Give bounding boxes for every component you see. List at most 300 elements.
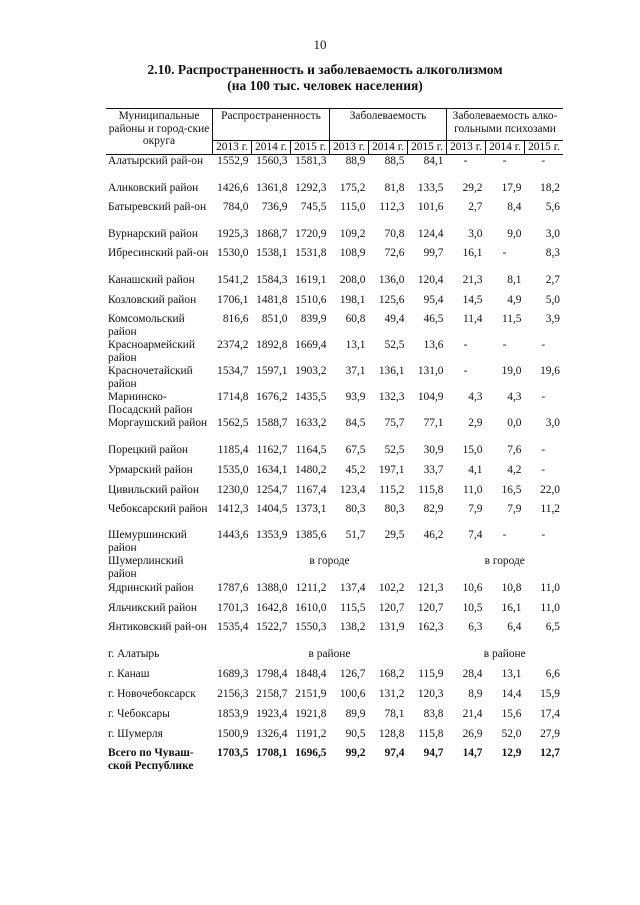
region-name: Красноармейский район — [108, 339, 195, 364]
value-cell: 131,0 — [417, 365, 444, 377]
value-cell: 8,1 — [507, 274, 522, 286]
value-cell: 3,0 — [545, 228, 560, 240]
value-cell: 1923,4 — [256, 708, 288, 720]
value-cell: 137,4 — [339, 582, 366, 594]
value-cell: 2374,2 — [217, 339, 249, 351]
region-name: Вурнарский район — [108, 228, 198, 240]
region-name: Шемуршинский район — [108, 529, 187, 554]
value-cell: 1701,3 — [217, 602, 249, 614]
value-cell: 22,0 — [540, 484, 560, 496]
value-cell: 14,4 — [501, 688, 522, 700]
region-name: г. Новочебоксарск — [108, 688, 196, 700]
value-cell: 1510,6 — [295, 294, 327, 306]
value-cell: 168,2 — [378, 668, 405, 680]
value-cell: 120,3 — [417, 688, 444, 700]
value-cell: 839,9 — [300, 313, 327, 325]
value-cell: 16,5 — [501, 484, 522, 496]
value-cell: 13,6 — [423, 339, 444, 351]
value-cell: 14,5 — [462, 294, 483, 306]
region-name: Всего по Чуваш-ской Республике — [108, 747, 194, 772]
value-cell: 7,9 — [468, 503, 483, 515]
value-cell: 816,6 — [222, 313, 249, 325]
value-cell: 88,5 — [384, 155, 405, 167]
value-cell: 37,1 — [345, 365, 366, 377]
value-cell: 1634,1 — [256, 464, 288, 476]
region-name: г. Канаш — [108, 668, 150, 680]
value-cell: 1535,4 — [217, 621, 249, 633]
value-cell: 851,0 — [261, 313, 288, 325]
value-cell: 46,5 — [423, 313, 444, 325]
region-name: Канашский район — [108, 274, 195, 286]
region-name: Ядринский район — [108, 582, 194, 594]
value-cell: 1552,9 — [217, 155, 249, 167]
header-year: 2014 г. — [369, 141, 408, 155]
value-cell: 83,8 — [423, 708, 444, 720]
value-cell: 82,9 — [423, 503, 444, 515]
value-cell: 77,1 — [423, 417, 444, 429]
value-cell: 1426,6 — [217, 182, 249, 194]
value-cell: 51,7 — [345, 529, 366, 541]
value-cell: 745,5 — [300, 201, 327, 213]
value-cell: - — [502, 529, 507, 541]
table-row — [106, 227, 563, 247]
value-cell: 88,9 — [345, 155, 366, 167]
value-cell: 5,6 — [545, 201, 560, 213]
value-cell: 6,6 — [545, 668, 560, 680]
value-cell: 2,7 — [468, 201, 483, 213]
merged-note: в районе — [483, 648, 526, 660]
table-row — [106, 707, 563, 727]
value-cell: 12,9 — [501, 747, 522, 759]
header-region: Муниципальные районы и город-ские округа — [106, 109, 213, 155]
value-cell: 1211,2 — [295, 582, 327, 594]
value-cell: 125,6 — [378, 294, 405, 306]
table-row — [106, 417, 563, 443]
value-cell: 19,6 — [540, 365, 560, 377]
table-row — [106, 621, 563, 647]
value-cell: 52,0 — [501, 728, 522, 740]
value-cell: 1164,5 — [295, 444, 327, 456]
table-row — [106, 601, 563, 621]
value-cell: 6,4 — [507, 621, 522, 633]
value-cell: 6,3 — [468, 621, 483, 633]
region-name: Урмарский район — [108, 464, 193, 476]
value-cell: 1597,1 — [256, 365, 288, 377]
table-row — [106, 581, 563, 601]
table-row — [106, 273, 563, 293]
value-cell: 1853,9 — [217, 708, 249, 720]
value-cell: 75,7 — [384, 417, 405, 429]
value-cell: 90,5 — [345, 728, 366, 740]
region-name: г. Алатырь — [108, 648, 160, 660]
value-cell: 30,9 — [423, 444, 444, 456]
total-row — [106, 747, 563, 773]
value-cell: 1230,0 — [217, 484, 249, 496]
value-cell: 1642,8 — [256, 602, 288, 614]
region-name: Шумерлинский район — [108, 555, 184, 580]
value-cell: 1848,4 — [295, 668, 327, 680]
page-number: 10 — [313, 37, 327, 52]
value-cell: 1610,0 — [295, 602, 327, 614]
table-row — [106, 503, 563, 529]
value-cell: 1703,5 — [217, 747, 249, 759]
value-cell: 1720,9 — [295, 228, 327, 240]
table-row — [106, 313, 563, 339]
value-cell: 2,9 — [468, 417, 483, 429]
value-cell: 9,0 — [507, 228, 522, 240]
header-incidence: Заболеваемость — [330, 109, 447, 141]
value-cell: 1480,2 — [295, 464, 327, 476]
value-cell: 104,9 — [417, 391, 444, 403]
value-cell: 7,6 — [507, 444, 522, 456]
value-cell: 13,1 — [345, 339, 366, 351]
table-row — [106, 687, 563, 707]
value-cell: 1435,5 — [295, 391, 327, 403]
value-cell: 81,8 — [384, 182, 405, 194]
value-cell: 1633,2 — [295, 417, 327, 429]
table-row — [106, 463, 563, 483]
value-cell: - — [463, 365, 468, 377]
value-cell: 1669,4 — [295, 339, 327, 351]
table-row — [106, 155, 563, 182]
value-cell: 99,2 — [345, 747, 366, 759]
value-cell: 2151,9 — [295, 688, 327, 700]
value-cell: 1534,7 — [217, 365, 249, 377]
value-cell: 1185,4 — [217, 444, 249, 456]
region-name: г. Чебоксары — [108, 708, 170, 720]
value-cell: 1292,3 — [295, 182, 327, 194]
value-cell: 94,7 — [423, 747, 444, 759]
value-cell: 102,2 — [378, 582, 405, 594]
value-cell: 109,2 — [339, 228, 366, 240]
value-cell: 11,5 — [501, 313, 522, 325]
value-cell: 1530,0 — [217, 247, 249, 259]
table-row — [106, 339, 563, 365]
region-name: Красночетайский район — [108, 365, 193, 390]
value-cell: 11,4 — [462, 313, 483, 325]
region-name: Моргаушский район — [108, 417, 208, 429]
value-cell: 1191,2 — [295, 728, 327, 740]
value-cell: 1535,0 — [217, 464, 249, 476]
value-cell: 1481,8 — [256, 294, 288, 306]
region-name: г. Шумерля — [108, 728, 163, 740]
region-name: Ибресинский рай-он — [108, 247, 209, 259]
value-cell: 1868,7 — [256, 228, 288, 240]
value-cell: 1903,2 — [295, 365, 327, 377]
value-cell: 1798,4 — [256, 668, 288, 680]
header-psychoses: Заболеваемость алко-гольными психозами — [447, 109, 564, 141]
value-cell: 1412,3 — [217, 503, 249, 515]
value-cell: 97,4 — [384, 747, 405, 759]
value-cell: 72,6 — [384, 247, 405, 259]
value-cell: 736,9 — [261, 201, 288, 213]
value-cell: - — [502, 339, 507, 351]
table-row — [106, 443, 563, 463]
value-cell: 17,4 — [540, 708, 560, 720]
value-cell: 1714,8 — [217, 391, 249, 403]
value-cell: 115,5 — [340, 602, 366, 614]
value-cell: - — [541, 155, 546, 167]
table-row — [106, 181, 563, 201]
value-cell: - — [541, 391, 546, 403]
value-cell: 3,0 — [468, 228, 483, 240]
region-name: Мариинско-Посадский район — [108, 391, 193, 416]
table-row — [106, 201, 563, 227]
region-name: Яльчикский район — [108, 602, 197, 614]
value-cell: 1538,1 — [256, 247, 288, 259]
value-cell: 124,4 — [417, 228, 444, 240]
table-row — [106, 391, 563, 417]
value-cell: - — [463, 155, 468, 167]
value-cell: 21,3 — [462, 274, 483, 286]
value-cell: 13,1 — [501, 668, 522, 680]
value-cell: 1373,1 — [295, 503, 327, 515]
value-cell: 1787,6 — [217, 582, 249, 594]
value-cell: 131,9 — [378, 621, 405, 633]
value-cell: 120,7 — [378, 602, 405, 614]
value-cell: 112,3 — [379, 201, 405, 213]
value-cell: 4,2 — [507, 464, 522, 476]
value-cell: - — [463, 339, 468, 351]
merged-note: в районе — [308, 648, 351, 660]
value-cell: 1584,3 — [256, 274, 288, 286]
value-cell: 1581,3 — [295, 155, 327, 167]
value-cell: 11,0 — [540, 602, 560, 614]
value-cell: 15,0 — [462, 444, 483, 456]
value-cell: 45,2 — [345, 464, 366, 476]
value-cell: 8,3 — [545, 247, 560, 259]
merged-note: в городе — [309, 555, 350, 567]
value-cell: 1689,3 — [217, 668, 249, 680]
value-cell: 10,8 — [501, 582, 522, 594]
value-cell: 1404,5 — [256, 503, 288, 515]
value-cell: 115,0 — [340, 201, 366, 213]
value-cell: 11,0 — [540, 582, 560, 594]
value-cell: 1550,3 — [295, 621, 327, 633]
value-cell: 131,2 — [378, 688, 405, 700]
value-cell: 10,5 — [462, 602, 483, 614]
region-name: Комсомольский район — [108, 313, 185, 338]
value-cell: 18,2 — [540, 182, 560, 194]
value-cell: 16,1 — [462, 247, 483, 259]
value-cell: - — [541, 339, 546, 351]
value-cell: 52,5 — [384, 339, 405, 351]
value-cell: 128,8 — [378, 728, 405, 740]
value-cell: 60,8 — [345, 313, 366, 325]
title-line-1: 2.10. Распространенность и заболеваемость алкоголизмом — [147, 62, 503, 77]
value-cell: 84,5 — [345, 417, 366, 429]
value-cell: 1619,1 — [295, 274, 327, 286]
value-cell: 132,3 — [378, 391, 405, 403]
value-cell: 1925,3 — [217, 228, 249, 240]
value-cell: 115,2 — [379, 484, 405, 496]
value-cell: 1676,2 — [256, 391, 288, 403]
value-cell: 1254,7 — [256, 484, 288, 496]
value-cell: 28,4 — [462, 668, 483, 680]
value-cell: 95,4 — [423, 294, 444, 306]
value-cell: 1388,0 — [256, 582, 288, 594]
region-name: Батыревский рай-он — [108, 201, 207, 213]
value-cell: 136,0 — [378, 274, 405, 286]
value-cell: 2156,3 — [217, 688, 249, 700]
table-row — [106, 247, 563, 273]
header-year: 2014 г. — [252, 141, 291, 155]
value-cell: 1588,7 — [256, 417, 288, 429]
header-year: 2015 г. — [291, 141, 330, 155]
header-year: 2015 г. — [525, 141, 564, 155]
table-row — [106, 365, 563, 391]
value-cell: 108,9 — [339, 247, 366, 259]
value-cell: 26,9 — [462, 728, 483, 740]
value-cell: - — [502, 247, 507, 259]
value-cell: 1696,5 — [295, 747, 327, 759]
value-cell: 3,9 — [545, 313, 560, 325]
value-cell: 197,1 — [378, 464, 405, 476]
value-cell: 1361,8 — [256, 182, 288, 194]
value-cell: 0,0 — [507, 417, 522, 429]
table-row — [106, 727, 563, 747]
value-cell: - — [541, 444, 546, 456]
value-cell: 115,8 — [418, 728, 444, 740]
alcoholism-table — [106, 108, 563, 773]
value-cell: 1531,8 — [295, 247, 327, 259]
value-cell: 3,0 — [545, 417, 560, 429]
value-cell: 1921,8 — [295, 708, 327, 720]
value-cell: 80,3 — [345, 503, 366, 515]
value-cell: 70,8 — [384, 228, 405, 240]
table-row — [106, 555, 563, 581]
value-cell: 15,6 — [501, 708, 522, 720]
value-cell: 17,9 — [501, 182, 522, 194]
value-cell: - — [541, 464, 546, 476]
value-cell: 1167,4 — [295, 484, 327, 496]
value-cell: 12,7 — [540, 747, 560, 759]
value-cell: 21,4 — [462, 708, 483, 720]
value-cell: 1353,9 — [256, 529, 288, 541]
value-cell: 115,8 — [418, 484, 444, 496]
value-cell: 1522,7 — [256, 621, 288, 633]
value-cell: 1500,9 — [217, 728, 249, 740]
value-cell: 8,9 — [468, 688, 483, 700]
value-cell: 4,1 — [468, 464, 483, 476]
value-cell: 100,6 — [339, 688, 366, 700]
value-cell: 2158,7 — [256, 688, 288, 700]
value-cell: 162,3 — [417, 621, 444, 633]
value-cell: 16,1 — [501, 602, 522, 614]
value-cell: 126,7 — [339, 668, 366, 680]
region-name: Янтиковский рай-он — [108, 621, 207, 633]
region-name: Козловский район — [108, 294, 197, 306]
value-cell: 7,9 — [507, 503, 522, 515]
value-cell: 120,4 — [417, 274, 444, 286]
table-row — [106, 647, 563, 667]
value-cell: 1708,1 — [256, 747, 288, 759]
value-cell: 2,7 — [545, 274, 560, 286]
value-cell: 1562,5 — [217, 417, 249, 429]
value-cell: - — [502, 155, 507, 167]
value-cell: 208,0 — [339, 274, 366, 286]
value-cell: 29,2 — [462, 182, 483, 194]
region-name: Порецкий район — [108, 444, 188, 456]
value-cell: 80,3 — [384, 503, 405, 515]
value-cell: 99,7 — [423, 247, 444, 259]
title-line-2: (на 100 тыс. человек населения) — [227, 78, 423, 93]
value-cell: 89,9 — [345, 708, 366, 720]
header-prevalence: Распространенность — [213, 109, 330, 141]
value-cell: 11,2 — [540, 503, 560, 515]
value-cell: 8,4 — [507, 201, 522, 213]
value-cell: 1443,6 — [217, 529, 249, 541]
table-title — [110, 62, 540, 94]
value-cell: 1385,6 — [295, 529, 327, 541]
region-name: Аликовский район — [108, 182, 199, 194]
value-cell: 121,3 — [417, 582, 444, 594]
value-cell: 136,1 — [378, 365, 405, 377]
region-name: Чебоксарский район — [108, 503, 208, 515]
value-cell: 1892,8 — [256, 339, 288, 351]
value-cell: 1326,4 — [256, 728, 288, 740]
value-cell: 1560,3 — [256, 155, 288, 167]
table-row — [106, 293, 563, 313]
value-cell: 7,4 — [468, 529, 483, 541]
value-cell: 133,5 — [417, 182, 444, 194]
value-cell: 115,9 — [418, 668, 444, 680]
value-cell: 5,0 — [545, 294, 560, 306]
value-cell: 27,9 — [540, 728, 560, 740]
region-name: Цивильский район — [108, 484, 199, 496]
value-cell: 120,7 — [417, 602, 444, 614]
table-row — [106, 529, 563, 555]
value-cell: 101,6 — [417, 201, 444, 213]
value-cell: 1162,7 — [256, 444, 288, 456]
header-year: 2015 г. — [408, 141, 447, 155]
table-row — [106, 667, 563, 687]
value-cell: 78,1 — [384, 708, 405, 720]
value-cell: 46,2 — [423, 529, 444, 541]
value-cell: 10,6 — [462, 582, 483, 594]
value-cell: - — [541, 529, 546, 541]
value-cell: 15,9 — [540, 688, 560, 700]
value-cell: 49,4 — [384, 313, 405, 325]
value-cell: 67,5 — [345, 444, 366, 456]
value-cell: 175,2 — [339, 182, 366, 194]
value-cell: 93,9 — [345, 391, 366, 403]
value-cell: 4,9 — [507, 294, 522, 306]
value-cell: 138,2 — [339, 621, 366, 633]
value-cell: 11,0 — [462, 484, 483, 496]
value-cell: 123,4 — [339, 484, 366, 496]
value-cell: 84,1 — [423, 155, 444, 167]
value-cell: 4,3 — [507, 391, 522, 403]
value-cell: 1541,2 — [217, 274, 249, 286]
merged-note: в городе — [484, 555, 525, 567]
header-year: 2014 г. — [486, 141, 525, 155]
header-year: 2013 г. — [330, 141, 369, 155]
region-name: Алатырский рай-он — [108, 155, 204, 167]
value-cell: 14,7 — [462, 747, 483, 759]
value-cell: 29,5 — [384, 529, 405, 541]
value-cell: 784,0 — [222, 201, 249, 213]
value-cell: 198,1 — [339, 294, 366, 306]
table-row — [106, 483, 563, 503]
value-cell: 52,5 — [384, 444, 405, 456]
value-cell: 1706,1 — [217, 294, 249, 306]
value-cell: 4,3 — [468, 391, 483, 403]
value-cell: 6,5 — [545, 621, 560, 633]
value-cell: 33,7 — [423, 464, 444, 476]
header-year: 2013 г. — [447, 141, 486, 155]
value-cell: 19,0 — [501, 365, 522, 377]
